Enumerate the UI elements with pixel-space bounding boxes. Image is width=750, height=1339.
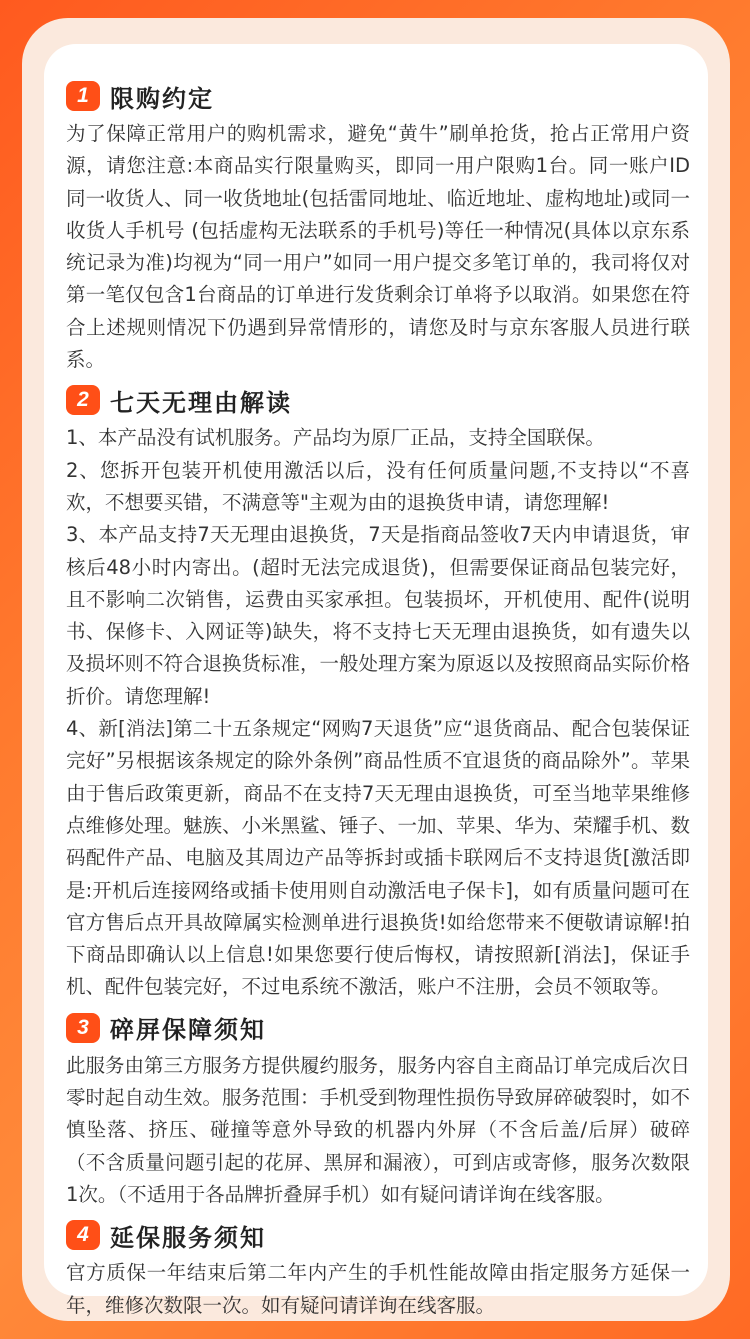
section-title: 延保服务须知 <box>110 1223 266 1252</box>
paragraph: 官方质保一年结束后第二年内产生的手机性能故障由指定服务方延保一年，维修次数限一次。如有疑问请详询在线客服。 <box>66 1261 690 1317</box>
section-number-badge: 1 <box>66 81 100 111</box>
section-title: 限购约定 <box>110 84 214 113</box>
section-body <box>66 1257 690 1322</box>
section-body <box>66 1050 690 1211</box>
paragraph: 2、您拆开包装开机使用激活以后，没有任何质量问题,不支持以“不喜欢，不想要买错，不满意等"主观为由的退换货申请，请您理解! <box>66 458 690 514</box>
paragraph: 1、本产品没有试机服务。产品均为原厂正品，支持全国联保。 <box>66 426 605 450</box>
section-purchase-limit <box>66 80 690 376</box>
section-title: 碎屏保障须知 <box>110 1016 266 1045</box>
section-number-badge: 2 <box>66 385 100 415</box>
section-body <box>66 118 690 376</box>
section-extended-warranty <box>66 1219 690 1322</box>
section-header <box>66 1219 690 1251</box>
paragraph: 为了保障正常用户的购机需求，避免“黄牛”刷单抢货，抢占正常用户资源，请您注意:本商品实行限量购买，即同一用户限购1台。同一账户ID同一收货人、同一收货地址(包括雷同地址、临近地址、虚构地址)或同一收货人手机号 (包括虚构无法联系的手机号)等任一种情况(具体以京东系统记录为准)均视为“同一用户”如同一用户提交多笔订单的，我司将仅对第一笔仅包含1台商品的订单进行发货剩余订单将予以取消。如果您在符合上述规则情况下仍遇到异常情形的，请您及时与京东客服人员进行联系。 <box>66 122 690 372</box>
paragraph: 此服务由第三方服务方提供履约服务，服务内容自主商品订单完成后次日零时起自动生效。服务范围：手机受到物理性损伤导致屏碎破裂时，如不慎坠落、挤压、碰撞等意外导致的机器内外屏（不含后盖/后屏）破碎（不含质量问题引起的花屏、黑屏和漏液），可到店或寄修，服务次数限1次。（不适用于各品牌折叠屏手机）如有疑问请详询在线客服。 <box>66 1053 691 1206</box>
section-title: 七天无理由解读 <box>110 388 292 417</box>
section-header <box>66 1012 690 1044</box>
section-number-badge: 3 <box>66 1013 100 1043</box>
paragraph: 4、新[消法]第二十五条规定“网购7天退货”应“退货商品、配合包装保证完好”另根据该条规定的除外条例”商品性质不宜退货的商品除外”。苹果由于售后政策更新，商品不在支持7天无理由退换货，可至当地苹果维修点维修处理。魅族、小米黑鲨、锤子、一加、苹果、华为、荣耀手机、数码配件产品、电脑及其周边产品等拆封或插卡联网后不支持退货[激活即是:开机后连接网络或插卡使用则自动激活电子保卡]，如有质量问题可在官方售后点开具故障属实检测单进行退换货!如给您带来不便敬请谅解!拍下商品即确认以上信息!如果您要行使后悔权，请按照新[消法]，保证手机、配件包装完好，不过电系统不激活，账户不注册，会员不领取等。 <box>66 717 691 999</box>
section-body <box>66 422 690 1003</box>
section-number-badge: 4 <box>66 1220 100 1250</box>
section-header <box>66 384 690 416</box>
section-header <box>66 80 690 112</box>
notice-card <box>44 44 708 1317</box>
section-seven-day-return <box>66 384 690 1003</box>
paragraph: 3、本产品支持7天无理由退换货，7天是指商品签收7天内申请退货，审核后48小时内寄出。(超时无法完成退货)，但需要保证商品包装完好，且不影响二次销售，运费由买家承担。包装损坏，开机使用、配件(说明书、保修卡、入网证等)缺失，将不支持七天无理由退换货，如有遗失以及损坏则不符合退换货标准，一般处理方案为原返以及按照商品实际价格折价。请您理解! <box>66 523 691 708</box>
outer-card <box>22 18 730 1321</box>
section-screen-protection <box>66 1012 690 1211</box>
